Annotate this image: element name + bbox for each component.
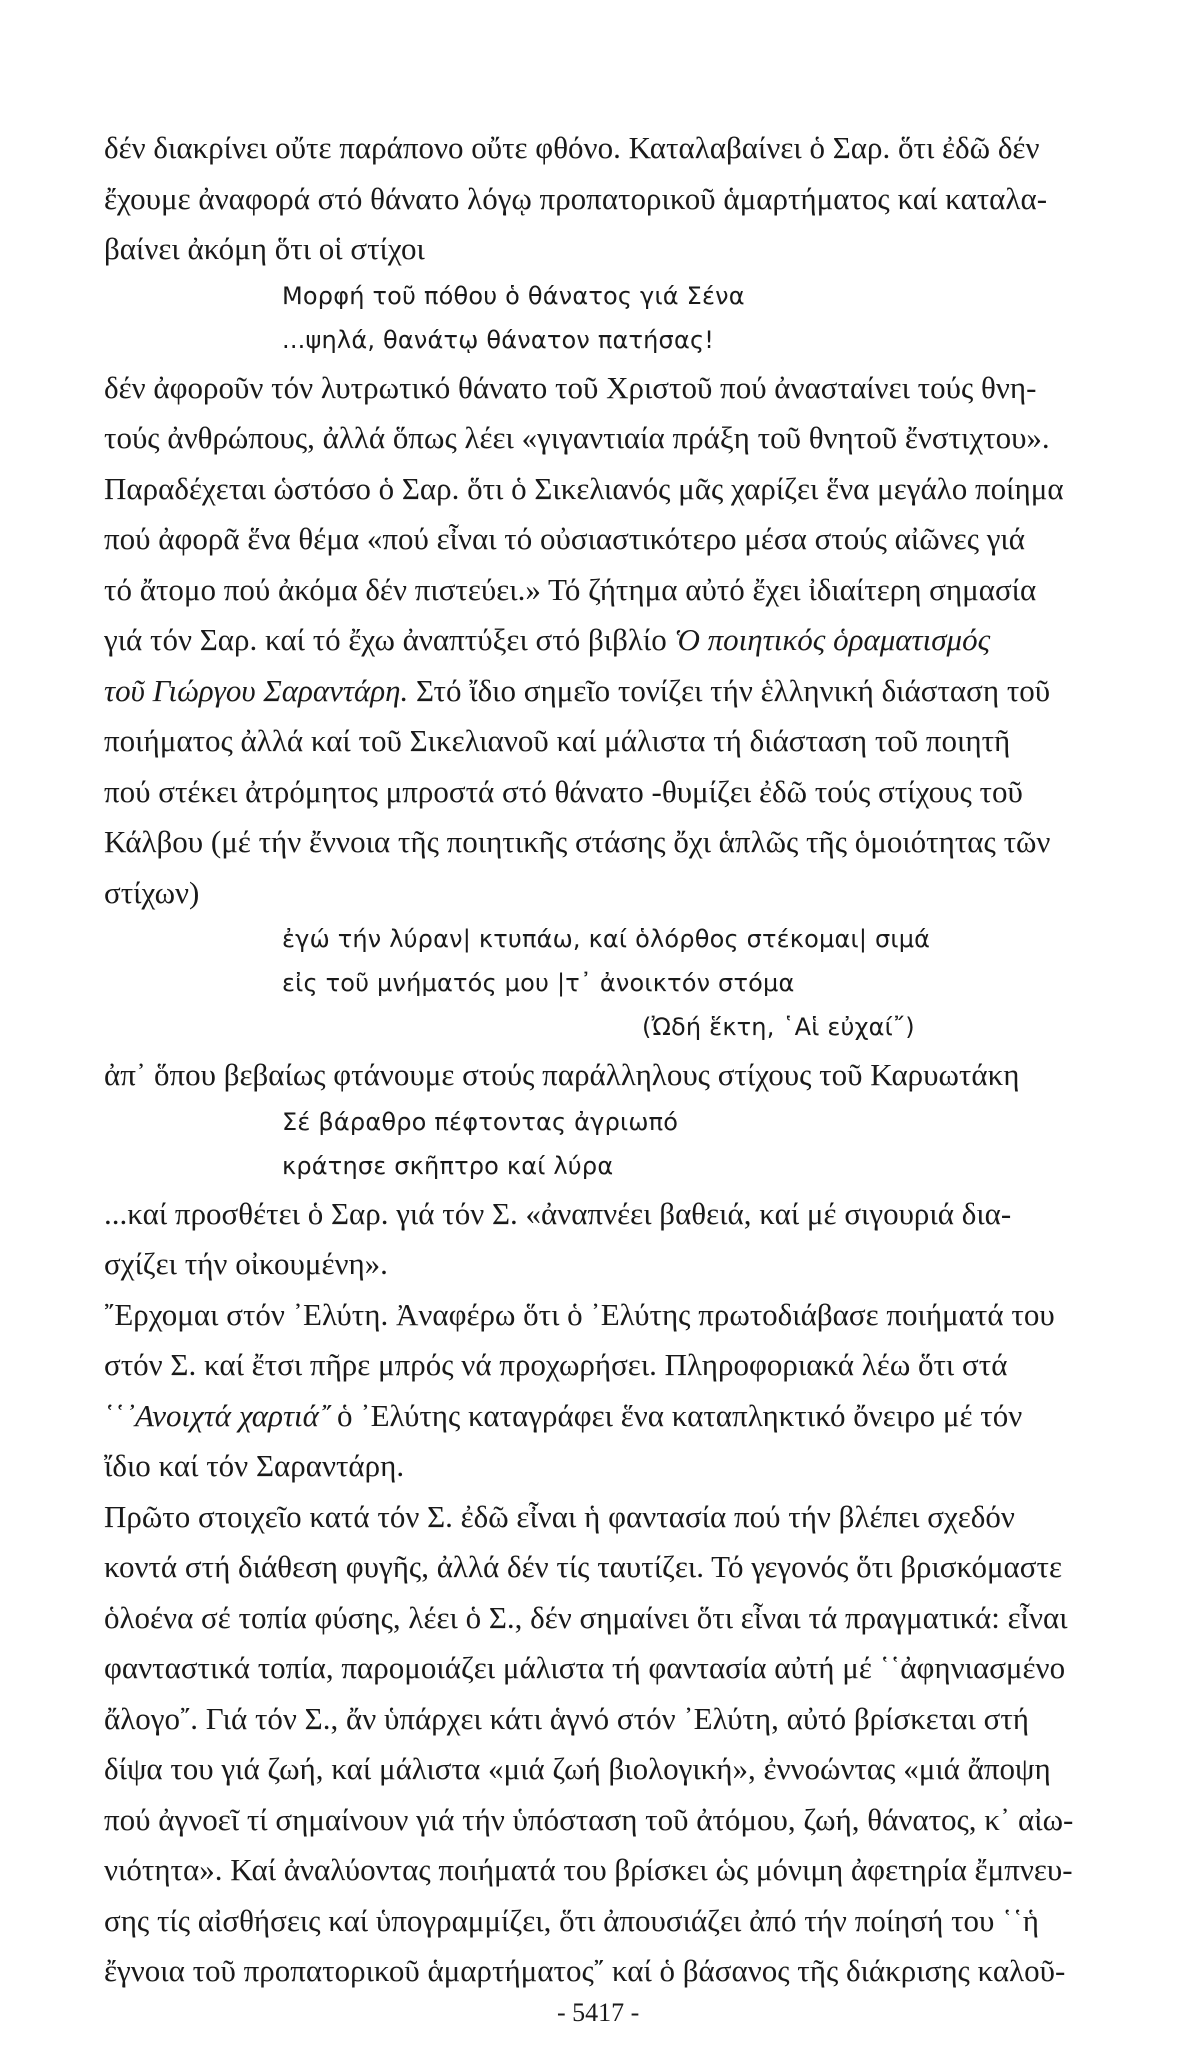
text-line: σχίζει τήν οἰκουμένη». (104, 1246, 388, 1281)
text-line: βαίνει ἀκόμη ὅτι οἱ στίχοι (104, 231, 425, 266)
text-line: Πρῶτο στοιχεῖο κατά τόν Σ. ἐδῶ εἶναι ἡ φαντασία πού τήν βλέπει σχεδόν (104, 1498, 1015, 1534)
verse-line: εἰς τοῦ μνήματός μου |τ᾽ ἀνοικτόν στόμα (282, 969, 795, 997)
verse-source: (Ὠδή ἕκτη, ῾Αἱ εὐχαί῎) (642, 1013, 915, 1041)
text-line: ...καί προσθέτει ὁ Σαρ. γιά τόν Σ. «ἀναπνέει βαθειά, καί μέ σιγουριά δια- (104, 1195, 1012, 1231)
book-title: ῾῾᾽Ανοιχτά χαρτιά῎ (104, 1397, 330, 1433)
book-title: τοῦ Γιώργου Σαραντάρη. (104, 672, 409, 708)
text-line: ποιήματος ἀλλά καί τοῦ Σικελιανοῦ καί μάλιστα τή διάσταση τοῦ ποιητῆ (104, 723, 1011, 758)
text-line: ἀπ᾽ ὅπου βεβαίως φτάνουμε στούς παράλληλους στίχους τοῦ Καρυωτάκη (104, 1057, 1020, 1092)
text-line: πού στέκει ἀτρόμητος μπροστά στό θάνατο -θυμίζει ἐδῶ τούς στίχους τοῦ (104, 773, 1023, 809)
text-line: σης τίς αἰσθήσεις καί ὑπογραμμίζει, ὅτι ἀπουσιάζει ἀπό τήν ποίησή του ῾῾ἡ (104, 1902, 1039, 1938)
text-line: τούς ἀνθρώπους, ἀλλά ὅπως λέει «γιγαντιαία πράξη τοῦ θνητοῦ ἔνστιχτου». (104, 420, 1050, 455)
text-line: πού ἀγνοεῖ τί σημαίνουν γιά τήν ὑπόσταση τοῦ ἀτόμου, ζωή, θάνατος, κ᾽ αἰω- (104, 1801, 1074, 1837)
text-run: ὁ ᾽Ελύτης καταγράφει ἕνα καταπληκτικό ὄνειρο μέ τόν (329, 1397, 1023, 1433)
text-line: δέν ἀφοροῦν τόν λυτρωτικό θάνατο τοῦ Χριστοῦ πού ἀνασταίνει τούς θνη- (104, 369, 1037, 405)
text-line: στόν Σ. καί ἔτσι πῆρε μπρός νά προχωρήσει. Πληροφοριακά λέω ὅτι στά (104, 1347, 1008, 1382)
text-line: ἴδιο καί τόν Σαραντάρη. (104, 1448, 405, 1483)
page-number: - 5417 - (557, 1998, 640, 2027)
text-line: νιότητα». Καί ἀναλύοντας ποιήματά του βρίσκει ὡς μόνιμη ἀφετηρία ἔμπνευ- (104, 1852, 1073, 1887)
verse-line: ἐγώ τήν λύραν| κτυπάω, καί ὁλόρθος στέκομαι| σιμά (282, 925, 931, 953)
text-line: ὁλοένα σέ τοπία φύσης, λέει ὁ Σ., δέν σημαίνει ὅτι εἶναι τά πραγματικά: εἶναι (104, 1599, 1068, 1635)
book-title: Ὁ ποιητικός ὁραματισμός (674, 622, 991, 657)
text-line (104, 1397, 1023, 1433)
text-line: δίψα του γιά ζωή, καί μάλιστα «μιά ζωή βιολογική», ἐννοώντας «μιά ἄποψη (104, 1751, 1051, 1786)
text-line: πού ἀφορᾶ ἕνα θέμα «πού εἶναι τό οὐσιαστικότερο μέσα στούς αἰῶνες γιά (104, 521, 1026, 556)
text-run: Στό ἴδιο σημεῖο τονίζει τήν ἑλληνική διάσταση τοῦ (408, 672, 1051, 708)
text-line: ἔγνοια τοῦ προπατορικοῦ ἁμαρτήματος῎ καί ὁ βάσανος τῆς διάκρισης καλοῦ- (104, 1953, 1066, 1988)
text-line: Παραδέχεται ὡστόσο ὁ Σαρ. ὅτι ὁ Σικελιανός μᾶς χαρίζει ἕνα μεγάλο ποίημα (104, 470, 1064, 506)
text-line: ἄλογο῎. Γιά τόν Σ., ἄν ὑπάρχει κάτι ἁγνό στόν ᾽Ελύτη, αὐτό βρίσκεται στή (104, 1700, 1029, 1736)
verse-line: Μορφή τοῦ πόθου ὁ θάνατος γιά Σένα (282, 281, 745, 310)
text-line: Κάλβου (μέ τήν ἔννοια τῆς ποιητικῆς στάσης ὄχι ἁπλῶς τῆς ὁμοιότητας τῶν (104, 824, 1051, 859)
text-line (104, 624, 990, 655)
text-line: δέν διακρίνει οὔτε παράπονο οὔτε φθόνο. Καταλαβαίνει ὁ Σαρ. ὅτι ἐδῶ δέν (104, 130, 1040, 165)
verse-line: κράτησε σκῆπτρο καί λύρα (282, 1151, 614, 1180)
text-line (104, 672, 1051, 708)
text-line: ἔχουμε ἀναφορά στό θάνατο λόγῳ προπατορικοῦ ἁμαρτήματος καί καταλα- (104, 180, 1048, 216)
verse-line: Σέ βάραθρο πέφτοντας ἀγριωπό (282, 1107, 679, 1136)
text-line: τό ἄτομο πού ἀκόμα δέν πιστεύει.» Τό ζήτημα αὐτό ἔχει ἰδιαίτερη σημασία (104, 571, 1037, 607)
text-line: στίχων) (104, 874, 200, 910)
text-line: φανταστικά τοπία, παρομοιάζει μάλιστα τή φαντασία αὐτή μέ ῾῾ἀφηνιασμένο (104, 1650, 1066, 1685)
verse-line: ...ψηλά, θανάτῳ θάνατον πατήσας! (282, 325, 715, 354)
text-line: κοντά στή διάθεση φυγῆς, ἀλλά δέν τίς ταυτίζει. Τό γεγονός ὅτι βρισκόμαστε (104, 1549, 1062, 1584)
text-run: γιά τόν Σαρ. καί τό ἔχω ἀναπτύξει στό βιβλίο (104, 622, 675, 657)
text-line: ῎Ερχομαι στόν ᾽Ελύτη. Ἀναφέρω ὅτι ὁ ᾽Ελύτης πρωτοδιάβασε ποιήματά του (104, 1296, 1055, 1332)
